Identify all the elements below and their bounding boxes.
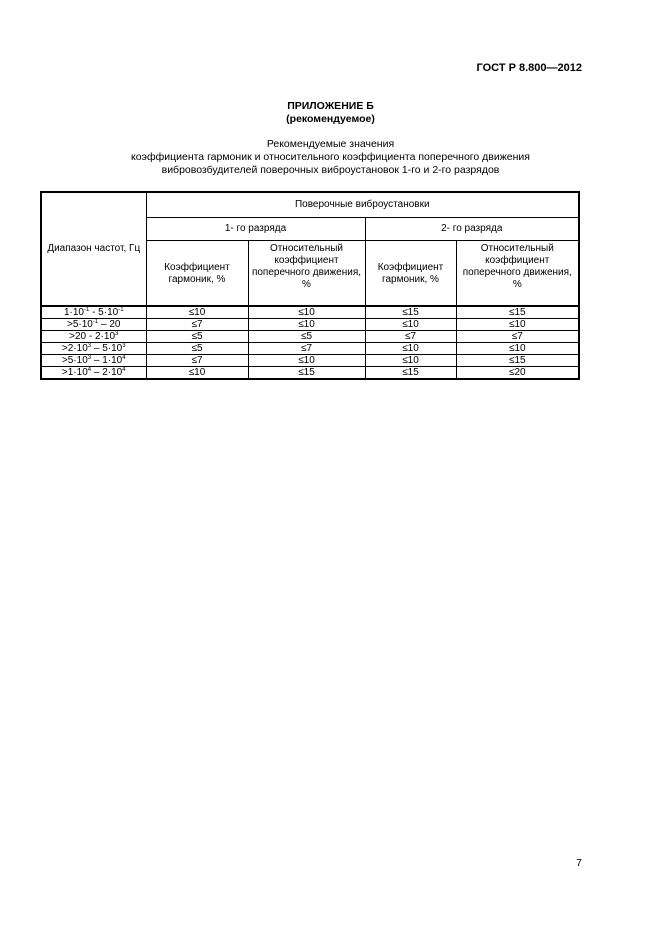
appendix-title: ПРИЛОЖЕНИЕ Б xyxy=(287,100,374,112)
range-exponent: -1 xyxy=(92,319,99,325)
range-text: >2·10 xyxy=(61,343,88,354)
table-row xyxy=(41,343,579,355)
grade1-harmonic-cell: ≤7 xyxy=(146,319,248,331)
caption-line-2: коэффициента гармоник и относительного коэффициента поперечного движения xyxy=(131,151,530,163)
range-text: – 1·10 xyxy=(91,355,123,366)
document-code: ГОСТ Р 8.800—2012 xyxy=(476,62,582,74)
frequency-range-cell xyxy=(41,319,146,331)
frequency-range-cell xyxy=(41,343,146,355)
grade1-transverse-cell: ≤5 xyxy=(248,331,365,343)
frequency-range-cell xyxy=(41,367,146,380)
grade1-harmonic-cell: ≤10 xyxy=(146,367,248,380)
range-exponent: 3 xyxy=(87,343,92,349)
grade1-harmonic-cell: ≤5 xyxy=(146,331,248,343)
appendix-subtitle: (рекомендуемое) xyxy=(286,113,375,125)
table-row xyxy=(41,319,579,331)
grade2-harmonic-cell: ≤10 xyxy=(365,319,456,331)
group-header: Поверочные виброустановки xyxy=(146,192,579,217)
grade2-harmonic-cell: ≤15 xyxy=(365,367,456,380)
harmonic-coef-header-1: Коэффициент гармоник, % xyxy=(146,240,248,306)
frequency-range-cell xyxy=(41,355,146,367)
grade1-transverse-cell: ≤10 xyxy=(248,355,365,367)
grade1-transverse-cell: ≤7 xyxy=(248,343,365,355)
table-body xyxy=(41,306,579,379)
range-exponent: -1 xyxy=(118,307,124,313)
range-text: - 5·10 xyxy=(89,307,119,318)
frequency-range-cell xyxy=(41,331,146,343)
range-header: Диапазон частот, Гц xyxy=(41,192,146,306)
grade2-harmonic-cell: ≤15 xyxy=(365,306,456,319)
frequency-range-cell xyxy=(41,306,146,319)
table-row xyxy=(41,331,579,343)
grade2-harmonic-cell: ≤10 xyxy=(365,343,456,355)
range-text: – 5·10 xyxy=(91,343,123,354)
table-row xyxy=(41,355,579,367)
grade-1-header: 1- го разряда xyxy=(146,217,365,240)
grade1-harmonic-cell: ≤10 xyxy=(146,306,248,319)
values-table xyxy=(40,191,580,380)
range-exponent: 3 xyxy=(122,343,126,349)
grade2-transverse-cell: ≤15 xyxy=(456,355,579,367)
range-text: 1·10 xyxy=(63,307,84,318)
appendix-heading xyxy=(0,100,661,126)
range-text: >20 - 2·10 xyxy=(69,331,116,342)
grade2-transverse-cell: ≤10 xyxy=(456,319,579,331)
grade2-transverse-cell: ≤10 xyxy=(456,343,579,355)
grade2-transverse-cell: ≤7 xyxy=(456,331,579,343)
grade-2-header: 2- го разряда xyxy=(365,217,579,240)
range-text: – 20 xyxy=(98,319,121,330)
grade1-transverse-cell: ≤10 xyxy=(248,306,365,319)
table-caption xyxy=(0,138,661,177)
transverse-coef-header-1: Относительный коэффициент поперечного движения, % xyxy=(248,240,365,306)
grade1-harmonic-cell: ≤7 xyxy=(146,355,248,367)
range-exponent: 3 xyxy=(87,355,92,361)
grade1-transverse-cell: ≤15 xyxy=(248,367,365,380)
range-text: >5·10 xyxy=(61,355,88,366)
grade2-transverse-cell: ≤20 xyxy=(456,367,579,380)
range-text: >5·10 xyxy=(67,319,93,330)
page-number: 7 xyxy=(576,857,582,869)
range-exponent: -1 xyxy=(83,307,90,313)
grade2-harmonic-cell: ≤7 xyxy=(365,331,456,343)
range-exponent: 4 xyxy=(122,367,126,373)
grade2-harmonic-cell: ≤10 xyxy=(365,355,456,367)
transverse-coef-header-2: Относительный коэффициент поперечного движения, % xyxy=(456,240,579,306)
caption-line-3: вибровозбудителей поверочных виброустановок 1-го и 2-го разрядов xyxy=(161,164,500,176)
range-text: >1·10 xyxy=(61,367,88,378)
grade1-harmonic-cell: ≤5 xyxy=(146,343,248,355)
range-exponent: 4 xyxy=(87,367,92,373)
grade1-transverse-cell: ≤10 xyxy=(248,319,365,331)
range-text: – 2·10 xyxy=(91,367,123,378)
range-exponent: 3 xyxy=(115,331,119,337)
range-exponent: 4 xyxy=(122,355,126,361)
grade2-transverse-cell: ≤15 xyxy=(456,306,579,319)
harmonic-coef-header-2: Коэффициент гармоник, % xyxy=(365,240,456,306)
table-row xyxy=(41,306,579,319)
caption-line-1: Рекомендуемые значения xyxy=(266,138,395,150)
table-row xyxy=(41,367,579,380)
